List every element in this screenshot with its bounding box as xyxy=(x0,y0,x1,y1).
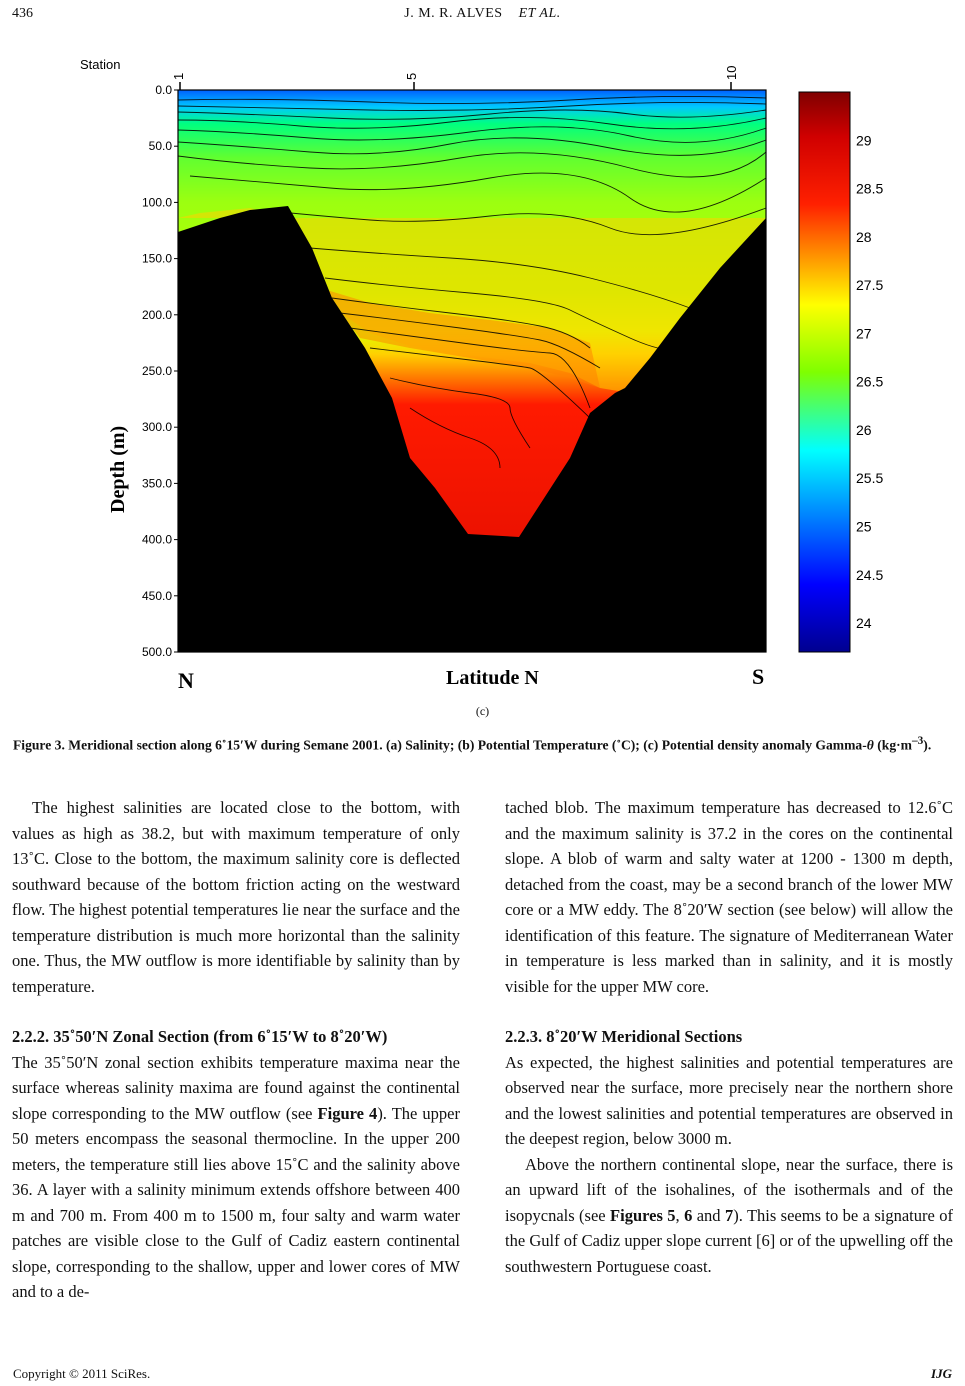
y-tick-label: 0.0 xyxy=(155,83,172,97)
station-5 xyxy=(404,73,419,90)
colorbar-tick-label: 29 xyxy=(856,132,872,149)
y-tick-label: 250.0 xyxy=(141,364,172,378)
y-tick-label: 150.0 xyxy=(141,251,172,266)
running-head-authors: J. M. R. ALVES xyxy=(404,6,503,21)
y-tick-label: 300.0 xyxy=(141,420,172,435)
x-axis-label: Latitude N xyxy=(446,667,539,689)
colorbar-tick-label: 27 xyxy=(856,325,872,342)
right-paragraph-3-b: ). This seems to be a signature of the Gulf of Cadiz upper slope current [6] or of the upwelling off the southwestern Portuguese coast. xyxy=(505,1205,953,1276)
colorbar-tick-label: 24 xyxy=(856,615,872,632)
right-paragraph-2: As expected, the highest salinities and potential temperatures are observed near the surface, more precisely near the northern shore and the lowest salinities and potential temperatures are observed in the deepest region, below 3000 m. xyxy=(505,1052,953,1148)
station-1 xyxy=(171,73,186,90)
figure-caption xyxy=(13,732,953,755)
figure-6-ref: 6 xyxy=(684,1205,693,1225)
station-5-label: 5 xyxy=(404,72,419,80)
south-label: S xyxy=(752,664,765,689)
left-paragraph-2-b: ). The upper 50 meters encompass the seasonal thermocline. In the upper 200 meters, the temperature still lies above 15˚C and the salinity above 36. A layer with a salinity minimum extends offshore between 400 m and 700 m. From 400 m to 1500 m, four salty and warm water patches are visible close to the Gulf of Cadiz eastern continental slope, corresponding to the shallow, upper and lower cores of MW and to a de- xyxy=(12,1103,460,1301)
caption-lead: Figure 3. Meridional section along 6˚15′W during Semane 2001. (a) Salinity; (b) Potential Temperature (˚C); (c) Potential density anomaly Gamma- xyxy=(13,737,867,753)
running-head-et-al: ET AL. xyxy=(518,6,561,21)
colorbar xyxy=(799,92,850,652)
y-tick-label: 500.0 xyxy=(141,645,172,659)
colorbar-ticks xyxy=(856,132,883,631)
y-tick-label: 200.0 xyxy=(141,307,172,322)
left-paragraph-2-a: The 35˚50′N zonal section exhibits temperature maxima near the surface whereas salinity maxima are found against the continental slope corresponding to the MW outflow (see xyxy=(12,1052,460,1123)
station-1-label: 1 xyxy=(171,72,186,80)
colorbar-tick-label: 28.5 xyxy=(856,180,884,197)
y-tick-label: 400.0 xyxy=(141,532,172,547)
running-head xyxy=(0,6,965,22)
right-paragraph-3-sep1: , xyxy=(675,1205,685,1225)
colorbar-tick-label: 27.5 xyxy=(856,277,884,294)
figure-7-ref: 7 xyxy=(724,1205,734,1225)
station-10 xyxy=(724,66,739,90)
y-tick-label: 350.0 xyxy=(141,476,172,491)
y-tick-label: 100.0 xyxy=(141,195,172,210)
right-paragraph-3-sep2: and xyxy=(692,1205,725,1225)
station-10-label: 10 xyxy=(724,65,739,80)
caption-tail: ). xyxy=(923,737,932,753)
y-tick-label: 450.0 xyxy=(141,588,172,603)
colorbar-tick-label: 26.5 xyxy=(856,373,884,390)
figure-3c xyxy=(70,48,900,708)
colorbar-tick-label: 24.5 xyxy=(856,566,884,583)
density-section-chart xyxy=(70,48,900,708)
footer-copyright: Copyright © 2011 SciRes. xyxy=(13,1366,151,1381)
colorbar-tick-label: 26 xyxy=(856,421,872,438)
y-tick-label: 50.0 xyxy=(148,139,172,154)
figure-5-ref: Figures 5 xyxy=(610,1205,676,1225)
y-axis-ticks xyxy=(142,83,178,659)
caption-theta: θ xyxy=(866,737,874,753)
north-label: N xyxy=(178,668,194,693)
left-paragraph-1: The highest salinities are located close to the bottom, with values as high as 38.2, but with maximum temperature of only 13˚C. Close to the bottom, the maximum salinity core is deflected southward because of the bottom friction acting on the westward flow. The highest potential temperatures lie near the surface and the temperature distribution is much more horizontal than the salinity one. Thus, the MW outflow is more identifiable by salinity than by temperature. xyxy=(12,798,460,996)
figure-4-ref: Figure 4 xyxy=(317,1103,378,1123)
left-column xyxy=(12,795,460,1305)
left-paragraph-2 xyxy=(12,1050,460,1305)
y-axis-label: Depth (m) xyxy=(107,425,129,513)
station-label: Station xyxy=(80,57,121,72)
panel-label: (c) xyxy=(475,704,490,718)
caption-units: (kg·m xyxy=(873,737,912,753)
section-heading-2-2-2: 2.2.2. 35˚50′N Zonal Section (from 6˚15′W to 8˚20′W) xyxy=(12,1027,388,1046)
colorbar-tick-label: 25.5 xyxy=(856,470,884,487)
right-column xyxy=(505,795,953,1279)
caption-units-exp: –3 xyxy=(911,735,924,747)
section-heading-2-2-3: 2.2.3. 8˚20′W Meridional Sections xyxy=(505,1027,743,1046)
colorbar-tick-label: 28 xyxy=(856,228,872,245)
right-paragraph-1: tached blob. The maximum temperature has decreased to 12.6˚C and the maximum salinity is 37.2 in the cores on the continental slope. A blob of warm and salty water at 1200 - 1300 m depth, detached from the coast, may be a second branch of the lower MW core or a MW eddy. The 8˚20′W section (see below) will allow the identification of this feature. The signature of Mediterranean Water in temperature is less marked than in salinity, and it is mostly visible for the upper MW core. xyxy=(505,798,953,996)
right-paragraph-3-a: Above the northern continental slope, near the surface, there is an upward lift of the isohalines, of the isothermals and of the isopycnals (see xyxy=(505,1154,953,1225)
footer-journal: IJG xyxy=(931,1366,952,1381)
right-paragraph-3 xyxy=(505,1152,953,1280)
page-number: 436 xyxy=(12,6,33,21)
colorbar-tick-label: 25 xyxy=(856,518,872,535)
